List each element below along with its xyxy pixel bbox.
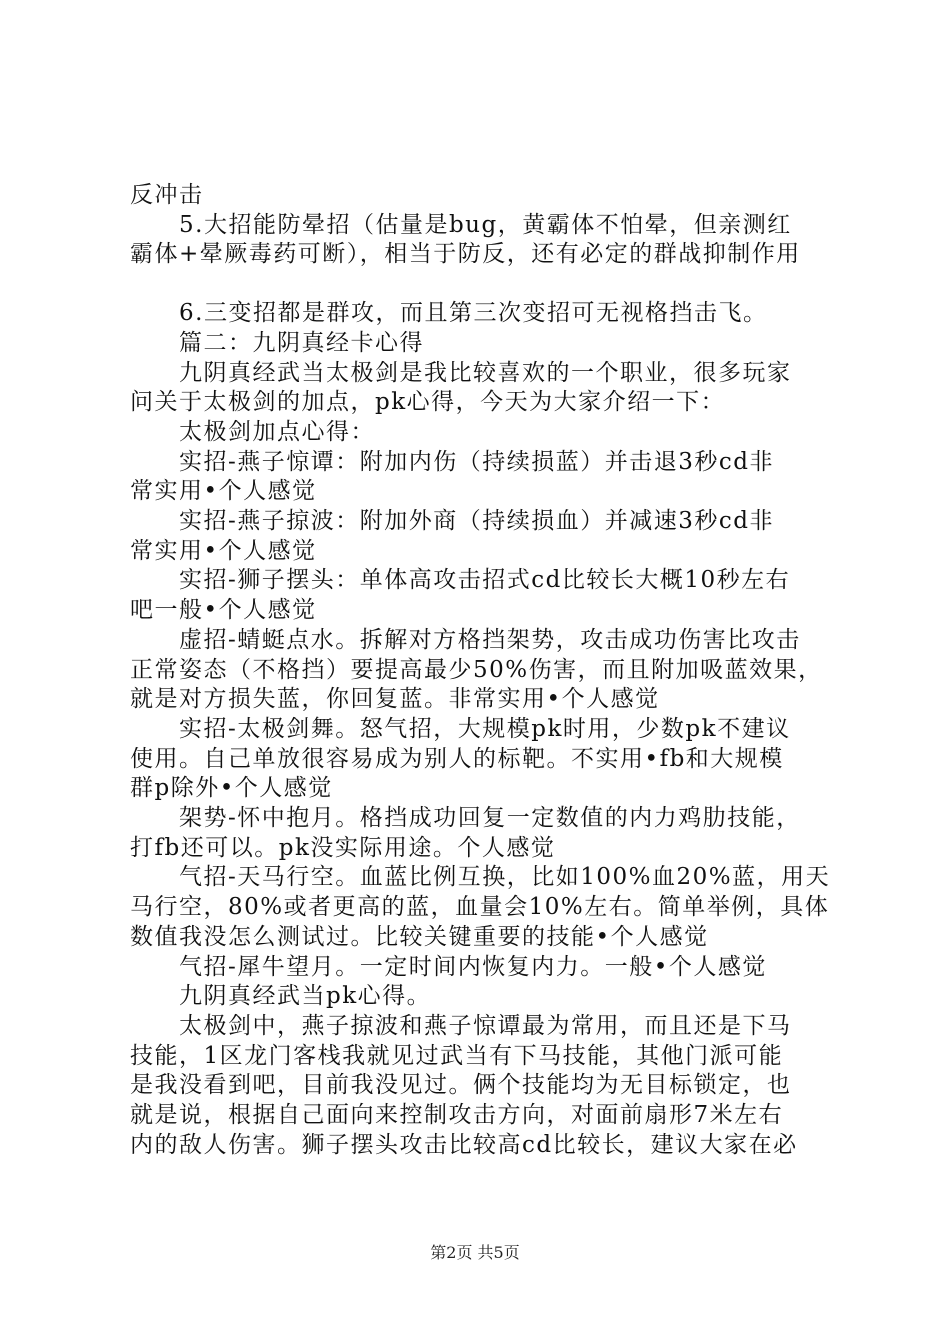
text-line: 正常姿态（不格挡）要提高最少50%伤害，而且附加吸蓝效果， (130, 656, 823, 683)
document-body (130, 181, 830, 1161)
paragraph-gap (130, 270, 830, 299)
text-line: 九阴真经武当太极剑是我比较喜欢的一个职业，很多玩家 (130, 359, 792, 386)
text-line: 实招-燕子惊谭：附加内伤（持续损蓝）并击退3秒cd非 (130, 448, 775, 475)
text-line: 反冲击 (130, 182, 204, 208)
text-line: 就是对方损失蓝，你回复蓝。非常实用•个人感觉 (130, 686, 660, 713)
text-line: 就是说，根据自己面向来控制攻击方向，对面前扇形7米左右 (130, 1102, 784, 1129)
text-line: 气招-犀牛望月。一定时间内恢复内力。一般•个人感觉 (130, 953, 767, 980)
text-line: 太极剑加点心得： (130, 418, 375, 445)
text-line: 实招-狮子摆头：单体高攻击招式cd比较长大概10秒左右 (130, 567, 791, 594)
text-line: 九阴真经武当pk心得。 (130, 983, 432, 1010)
text-line: 打fb还可以。pk没实际用途。个人感觉 (130, 834, 556, 861)
text-line: 架势-怀中抱月。格挡成功回复一定数值的内力鸡肋技能， (130, 805, 801, 832)
text-line: 群p除外•个人感觉 (130, 775, 333, 802)
text-line: 实招-燕子掠波：附加外商（持续损血）并减速3秒cd非 (130, 508, 775, 535)
text-line: 虚招-蜻蜓点水。拆解对方格挡架势，攻击成功伤害比攻击 (130, 626, 801, 653)
text-line: 气招-天马行空。血蓝比例互换，比如100%血20%蓝，用天 (130, 864, 830, 891)
text-line: 常实用•个人感觉 (130, 478, 317, 505)
text-line: 技能，1区龙门客栈我就见过武当有下马技能，其他门派可能 (130, 1042, 784, 1069)
text-line: 5.大招能防晕招（估量是bug，黄霸体不怕晕，但亲测红 (130, 211, 792, 238)
text-line: 使用。自己单放很容易成为别人的标靶。不实用•fb和大规模 (130, 745, 784, 772)
page-number: 第2页 共5页 (430, 1243, 520, 1262)
text-line: 数值我没怎么测试过。比较关键重要的技能•个人感觉 (130, 923, 709, 950)
text-line: 问关于太极剑的加点，pk心得，今天为大家介绍一下： (130, 389, 726, 416)
text-line: 6.三变招都是群攻，而且第三次变招可无视格挡击飞。 (130, 300, 768, 327)
text-line: 吧一般•个人感觉 (130, 597, 317, 624)
text-line: 内的敌人伤害。狮子摆头攻击比较高cd比较长，建议大家在必 (130, 1131, 798, 1158)
text-line: 实招-太极剑舞。怒气招，大规模pk时用，少数pk不建议 (130, 715, 791, 742)
text-line: 常实用•个人感觉 (130, 537, 317, 564)
text-line: 霸体+晕厥毒药可断），相当于防反，还有必定的群战抑制作用 (130, 241, 801, 268)
text-line: 太极剑中，燕子掠波和燕子惊谭最为常用，而且还是下马 (130, 1012, 792, 1039)
section-heading: 篇二：九阴真经卡心得 (130, 329, 424, 356)
text-line: 是我没看到吧，目前我没见过。俩个技能均为无目标锁定，也 (130, 1072, 792, 1099)
text-line: 马行空，80%或者更高的蓝，血量会10%左右。简单举例，具体 (130, 894, 830, 921)
